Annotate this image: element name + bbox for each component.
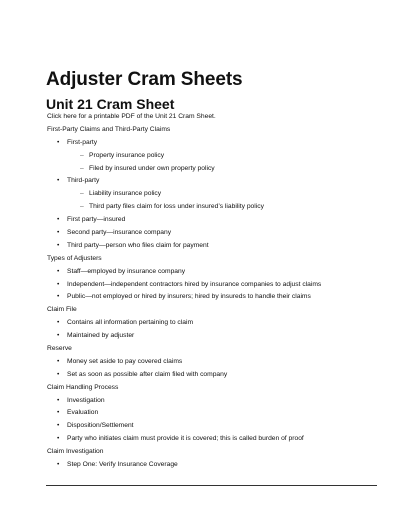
line-text: Maintained by adjuster <box>67 332 135 340</box>
dash-marker: – <box>80 190 84 198</box>
dash-marker: – <box>80 203 84 211</box>
bullet-item <box>0 407 400 420</box>
section-heading <box>0 343 400 356</box>
bullet-marker: • <box>57 435 60 443</box>
line-text: Claim File <box>47 306 77 314</box>
bullet-marker: • <box>57 409 60 417</box>
bullet-item <box>0 175 400 188</box>
line-text: Claim Handling Process <box>47 383 119 391</box>
bullet-item <box>0 291 400 304</box>
bullet-marker: • <box>57 216 60 224</box>
bullet-marker: • <box>57 267 60 275</box>
bullet-item <box>0 330 400 343</box>
bullet-item <box>0 279 400 292</box>
bullet-marker: • <box>57 461 60 469</box>
bullet-marker: • <box>57 370 60 378</box>
line-text: Evaluation <box>67 409 99 417</box>
bullet-item <box>0 433 400 446</box>
line-text: Reserve <box>47 345 72 353</box>
bullet-item <box>0 369 400 382</box>
line-text: Staff—employed by insurance company <box>67 267 186 275</box>
section-heading <box>0 382 400 395</box>
bullet-marker: • <box>57 357 60 365</box>
bullet-item <box>0 240 400 253</box>
printable-pdf-link[interactable] <box>0 111 400 124</box>
document-title: Adjuster Cram Sheets <box>46 69 243 90</box>
dash-marker: – <box>80 164 84 172</box>
bullet-item <box>0 214 400 227</box>
line-text: Third-party <box>67 177 100 185</box>
bullet-marker: • <box>57 280 60 288</box>
line-text: Property insurance policy <box>89 151 165 159</box>
bullet-marker: • <box>57 229 60 237</box>
line-text: Public—not employed or hired by insurers; hired by insureds to handle their claims <box>67 293 311 301</box>
line-text: First party—insured <box>67 216 126 224</box>
line-text: Investigation <box>67 396 105 404</box>
bullet-marker: • <box>57 396 60 404</box>
bullet-item <box>0 356 400 369</box>
bullet-marker: • <box>57 138 60 146</box>
line-text: Claim Investigation <box>47 448 104 456</box>
cram-sheet-content <box>0 111 400 472</box>
bottom-divider <box>46 485 377 486</box>
line-text: First-Party Claims and Third-Party Claims <box>47 125 171 133</box>
bullet-marker: • <box>57 319 60 327</box>
unit-title: Unit 21 Cram Sheet <box>46 96 175 112</box>
line-text: Click here for a printable PDF of the Unit 21 Cram Sheet. <box>47 113 216 120</box>
bullet-item <box>0 266 400 279</box>
line-text: Second party—insurance company <box>67 229 172 237</box>
line-text: Liability insurance policy <box>89 190 162 198</box>
line-text: Party who initiates claim must provide it is covered; this is called burden of proof <box>67 435 304 443</box>
section-heading <box>0 304 400 317</box>
section-heading <box>0 124 400 137</box>
bullet-item <box>0 459 400 472</box>
sub-bullet-item <box>0 163 400 176</box>
line-text: Filed by insured under own property policy <box>89 164 215 172</box>
line-text: Money set aside to pay covered claims <box>67 357 183 365</box>
line-text: Disposition/Settlement <box>67 422 134 430</box>
bullet-marker: • <box>57 422 60 430</box>
bullet-marker: • <box>57 177 60 185</box>
section-heading <box>0 253 400 266</box>
bullet-item <box>0 420 400 433</box>
section-heading <box>0 446 400 459</box>
bullet-item <box>0 395 400 408</box>
line-text: Step One: Verify Insurance Coverage <box>67 461 178 469</box>
line-text: Set as soon as possible after claim filed with company <box>67 370 228 378</box>
line-text: Third party files claim for loss under insured’s liability policy <box>89 203 264 211</box>
bullet-marker: • <box>57 293 60 301</box>
dash-marker: – <box>80 151 84 159</box>
line-text: Third party—person who files claim for payment <box>67 241 209 249</box>
bullet-item <box>0 317 400 330</box>
line-text: First-party <box>67 138 98 146</box>
sub-bullet-item <box>0 150 400 163</box>
bullet-marker: • <box>57 241 60 249</box>
bullet-item <box>0 227 400 240</box>
line-text: Contains all information pertaining to claim <box>67 319 194 327</box>
sub-bullet-item <box>0 188 400 201</box>
line-text: Independent—independent contractors hired by insurance companies to adjust claims <box>67 280 322 288</box>
bullet-marker: • <box>57 332 60 340</box>
sub-bullet-item <box>0 201 400 214</box>
bullet-item <box>0 137 400 150</box>
line-text: Types of Adjusters <box>47 254 102 262</box>
